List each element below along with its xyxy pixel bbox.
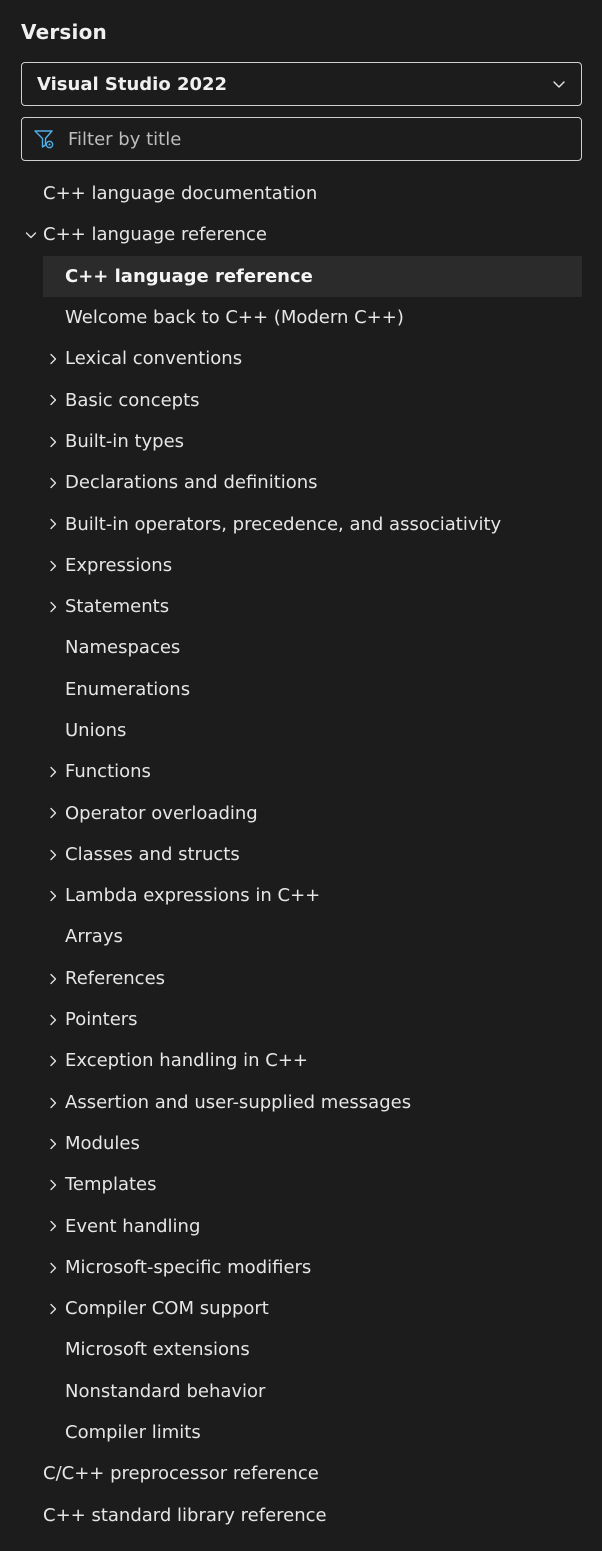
toc-item-label: Modules xyxy=(65,1132,140,1154)
version-select[interactable] xyxy=(21,62,582,106)
toc-item-label: Built-in operators, precedence, and associativity xyxy=(65,513,502,535)
toc-item-label: Assertion and user-supplied messages xyxy=(65,1091,412,1113)
toc-item[interactable] xyxy=(21,338,582,379)
chevron-right-icon[interactable] xyxy=(47,1138,59,1150)
toc-item[interactable] xyxy=(21,1412,582,1453)
toc-item[interactable] xyxy=(21,586,582,627)
toc-item[interactable] xyxy=(21,1164,582,1205)
chevron-right-icon[interactable] xyxy=(47,890,59,902)
toc-item[interactable] xyxy=(21,462,582,503)
toc-item[interactable] xyxy=(21,1082,582,1123)
toc-item[interactable] xyxy=(21,1247,582,1288)
toc-item[interactable] xyxy=(21,751,582,792)
toc-item[interactable] xyxy=(21,1123,582,1164)
toc-item-label: References xyxy=(65,967,166,989)
toc-item[interactable] xyxy=(21,916,582,957)
toc-item[interactable] xyxy=(21,421,582,462)
toc-item-label: C++ language reference xyxy=(43,224,267,246)
toc-item-label: Operator overloading xyxy=(65,802,258,824)
toc-item-label: Expressions xyxy=(65,554,173,576)
toc-item[interactable] xyxy=(21,1329,582,1370)
toc-item[interactable] xyxy=(21,545,582,586)
toc-item[interactable] xyxy=(21,669,582,710)
chevron-right-icon[interactable] xyxy=(47,601,59,613)
toc-item-label: Welcome back to C++ (Modern C++) xyxy=(65,307,404,329)
toc-item[interactable] xyxy=(21,834,582,875)
toc-item[interactable] xyxy=(21,214,582,255)
chevron-right-icon[interactable] xyxy=(47,1303,59,1315)
toc-item-label: Statements xyxy=(65,596,170,618)
chevron-right-icon[interactable] xyxy=(47,973,59,985)
chevron-right-icon[interactable] xyxy=(47,1220,59,1232)
filter-input[interactable] xyxy=(66,128,550,151)
toc-item-label: Arrays xyxy=(65,926,123,948)
toc-item[interactable] xyxy=(43,256,582,297)
chevron-right-icon[interactable] xyxy=(47,1262,59,1274)
toc-item[interactable] xyxy=(21,1205,582,1246)
toc-item[interactable] xyxy=(21,379,582,420)
filter-icon xyxy=(33,128,55,150)
toc-item-label: Unions xyxy=(65,720,127,741)
toc-item-label: Microsoft extensions xyxy=(65,1339,250,1361)
version-select-value: Visual Studio 2022 xyxy=(37,73,228,95)
toc-item[interactable] xyxy=(21,1453,582,1494)
toc-item-label: Declarations and definitions xyxy=(65,472,318,494)
toc-item-label: Basic concepts xyxy=(65,389,200,411)
chevron-right-icon[interactable] xyxy=(47,560,59,572)
toc-item-label: C++ standard library reference xyxy=(43,1504,327,1526)
toc-item-label: Event handling xyxy=(65,1215,201,1237)
chevron-right-icon[interactable] xyxy=(47,1097,59,1109)
toc-item-label: C++ language reference xyxy=(65,265,313,287)
toc-item-label: Pointers xyxy=(65,1009,138,1031)
toc-item-label: Compiler limits xyxy=(65,1422,201,1444)
toc-item-label: Lambda expressions in C++ xyxy=(65,885,321,907)
toc-item-label: C++ language documentation xyxy=(43,183,318,205)
toc-item[interactable] xyxy=(21,1288,582,1329)
chevron-right-icon[interactable] xyxy=(47,436,59,448)
toc-item-label: Built-in types xyxy=(65,430,185,452)
toc-item[interactable] xyxy=(21,1495,582,1536)
toc-item[interactable] xyxy=(21,627,582,668)
toc-item[interactable] xyxy=(21,1040,582,1081)
toc-item-label: Microsoft-specific modifiers xyxy=(65,1256,312,1278)
toc-item-label: Enumerations xyxy=(65,678,191,700)
chevron-right-icon[interactable] xyxy=(47,807,59,819)
chevron-right-icon[interactable] xyxy=(47,1055,59,1067)
chevron-right-icon[interactable] xyxy=(47,1179,59,1191)
toc-item[interactable] xyxy=(21,958,582,999)
toc-item-label: Templates xyxy=(65,1174,157,1196)
toc-item-label: Lexical conventions xyxy=(65,348,243,370)
toc-item-label: Compiler COM support xyxy=(65,1298,269,1320)
chevron-right-icon[interactable] xyxy=(47,353,59,365)
toc-item[interactable] xyxy=(21,875,582,916)
chevron-down-icon xyxy=(551,76,567,92)
toc-item[interactable] xyxy=(21,1371,582,1412)
toc-item-label: Exception handling in C++ xyxy=(65,1050,308,1072)
toc-item[interactable] xyxy=(21,297,582,338)
chevron-right-icon[interactable] xyxy=(47,518,59,530)
toc-item-label: Namespaces xyxy=(65,637,181,659)
chevron-right-icon[interactable] xyxy=(47,849,59,861)
version-heading: Version xyxy=(21,20,107,44)
chevron-right-icon[interactable] xyxy=(47,394,59,406)
filter-box[interactable] xyxy=(21,117,582,161)
toc-item-label: Classes and structs xyxy=(65,843,240,865)
toc-item[interactable] xyxy=(21,999,582,1040)
chevron-right-icon[interactable] xyxy=(47,766,59,778)
toc-tree xyxy=(21,173,582,1536)
toc-item-label: Nonstandard behavior xyxy=(65,1380,266,1402)
toc-item-label: Functions xyxy=(65,761,151,783)
toc-item[interactable] xyxy=(21,710,582,751)
toc-item[interactable] xyxy=(21,792,582,833)
chevron-right-icon[interactable] xyxy=(47,1014,59,1026)
toc-item[interactable] xyxy=(21,503,582,544)
chevron-right-icon[interactable] xyxy=(47,477,59,489)
chevron-down-icon[interactable] xyxy=(25,229,37,241)
toc-item-label: C/C++ preprocessor reference xyxy=(43,1463,319,1485)
toc-item[interactable] xyxy=(21,173,582,214)
